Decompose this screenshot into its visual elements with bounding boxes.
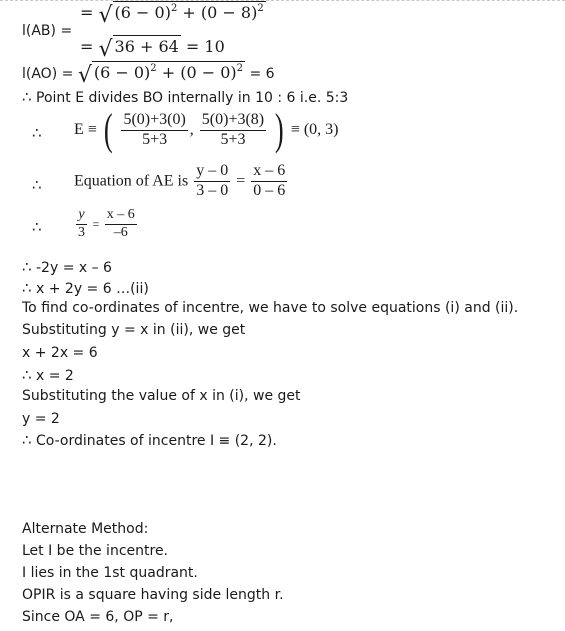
therefore-e-coord [32,124,42,143]
step-3: To find co-ordinates of incentre, we have to solve equations (i) and (ii). [22,300,519,316]
therefore-simplified [32,218,42,237]
alternate-line-1: Let I be the incentre. [22,543,169,559]
lab2-result: = 10 [180,37,225,56]
e-coord-comma: , [189,121,194,138]
lao-label: l(AO) = [22,66,74,82]
alternate-line-2: I lies in the 1st quadrant. [22,565,198,581]
e-coord-rhs: ≡ (0, 3) [290,121,339,138]
e-coord-lhs: E ≡ [74,121,97,138]
step-7: Substituting the value of x in (i), we get [22,388,301,404]
therefore-icon: ∴ [32,124,42,142]
lab-expression-2 [80,37,225,62]
lab2-radical [98,37,181,62]
eq-ae-formula [74,163,289,200]
lao-rad-term1: (6 − 0) [93,63,151,82]
lab-label: l(AB) = [22,23,73,39]
e-coord-frac2: $\frac{5(0)+3(8)}{5+3}$ [201,110,265,148]
step-8: y = 2 [22,411,60,427]
lab-equals: = [80,3,94,22]
simpl-frac2: $\frac{x - 6}{-6}$ [106,207,135,240]
therefore-eq-ae [32,176,42,195]
eq-ae-text: Equation of AE is [74,172,189,190]
therefore-icon: ∴ [22,431,32,449]
simpl-frac1: $\frac{y}{3}$ [78,207,85,240]
e-coord-formula [74,105,339,154]
e-coord-frac1: $\frac{5(0)+3(0)}{5+3}$ [123,110,186,148]
left-paren-icon: ( [103,105,113,154]
eq-ae-frac2: $\frac{x - 6}{0 - 6}$ [253,162,286,199]
therefore-icon: ∴ [32,218,42,236]
alternate-heading: Alternate Method: [22,521,149,537]
lab-sq1: 2 [170,3,178,14]
line-point-e [22,88,348,107]
simplified-formula [74,208,139,240]
simpl-equals: = [92,217,100,232]
step-6: ∴ x = 2 [22,366,74,384]
step-5: x + 2x = 6 [22,345,98,361]
therefore-icon: ∴ [22,279,32,297]
right-paren-icon: ) [275,105,284,154]
alternate-line-3: OPIR is a square having side length r. [22,587,284,603]
lao-radical [77,63,245,88]
lao-sq1: 2 [150,63,157,74]
step-4: Substituting y = x in (ii), we get [22,322,246,338]
therefore-icon: ∴ [22,88,32,106]
therefore-icon: ∴ [32,176,42,194]
lab2-rad-content: 36 + 64 [114,37,179,56]
eq-ae-equals: = [236,172,246,190]
lab2-equals: = [80,37,94,56]
lao-sq2: 2 [236,63,244,74]
step-2: ∴ x + 2y = 6 …(ii) [22,279,149,297]
therefore-icon: ∴ [22,366,32,384]
therefore-icon: ∴ [22,258,32,276]
line-lao [22,63,275,88]
lab-sq2: 2 [257,3,264,14]
lab-rad-term2: + (0 − 8) [177,3,258,22]
sqrt-icon: √ [98,37,113,62]
lab-rad-term1: (6 − 0) [114,3,171,22]
sqrt-icon: √ [77,63,92,88]
lab-radical [98,3,266,28]
alternate-line-4: Since OA = 6, OP = r, [22,609,174,625]
line-lab [22,22,72,40]
step-9: ∴ Co-ordinates of incentre I ≡ (2, 2). [22,431,277,449]
point-e-text: Point E divides BO internally in 10 : 6 i.e. 5:3 [31,90,349,106]
step-1: ∴ -2y = x – 6 [22,258,112,276]
sqrt-icon: √ [98,3,113,28]
lab-expression [80,3,266,28]
lao-result: = 6 [245,66,275,82]
lao-rad-term2: + (0 − 0) [156,63,237,82]
eq-ae-frac1: $\frac{y - 0}{3 - 0}$ [196,162,229,199]
